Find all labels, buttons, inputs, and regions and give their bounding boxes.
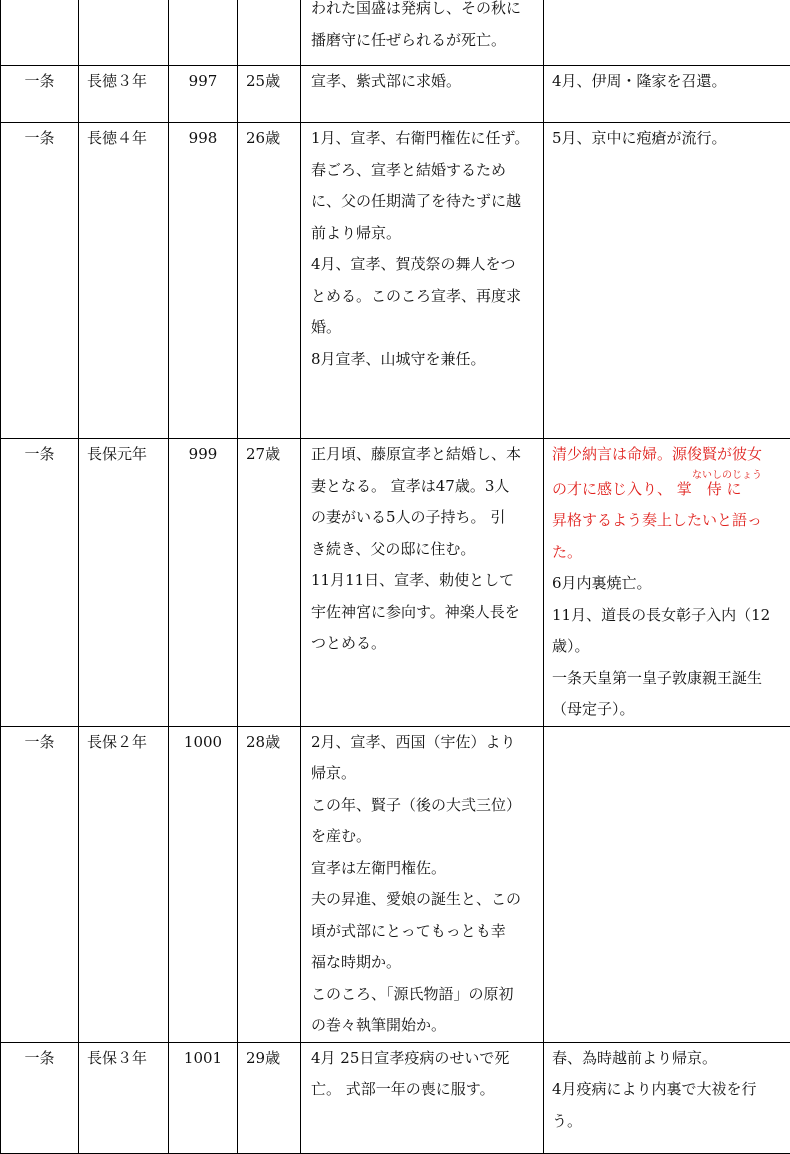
event-line: 妻となる。 宣孝は47歳。3人 — [311, 471, 537, 503]
world-event-line: 6月内裏焼亡。 — [552, 568, 790, 600]
events-cell — [301, 439, 544, 727]
era-cell: 長徳４年 — [79, 123, 169, 439]
highlighted-note-line: た。 — [552, 537, 790, 569]
event-line: を産む。 — [311, 821, 537, 853]
world-events-cell — [544, 0, 790, 66]
table-row — [1, 439, 790, 727]
events-cell — [301, 726, 544, 1042]
world-event-line: う。 — [552, 1106, 790, 1138]
era-cell: 長保３年 — [79, 1042, 169, 1153]
year-cell: 1001 — [169, 1042, 238, 1153]
age-cell: 28歳 — [238, 726, 301, 1042]
event-line: 4月、宣孝、賀茂祭の舞人をつ — [311, 249, 537, 281]
age-cell — [238, 0, 301, 66]
events-cell — [301, 66, 544, 123]
event-line: 8月宣孝、山城守を兼任。 — [311, 344, 537, 376]
highlighted-note-line: 昇格するよう奏上したいと語っ — [552, 505, 790, 537]
event-line: 宣孝は左衛門権佐。 — [311, 853, 537, 885]
event-line: この年、賢子（後の大弐三位） — [311, 790, 537, 822]
age-cell: 25歳 — [238, 66, 301, 123]
emperor-cell: 一条 — [1, 1042, 79, 1153]
event-line: 夫の昇進、愛娘の誕生と、この — [311, 884, 537, 916]
emperor-cell: 一条 — [1, 726, 79, 1042]
ruby-reading: ないしのじょう — [552, 467, 790, 484]
emperor-cell: 一条 — [1, 66, 79, 123]
event-line: き続き、父の邸に住む。 — [311, 534, 537, 566]
era-cell: 長保２年 — [79, 726, 169, 1042]
era-cell — [79, 0, 169, 66]
year-cell — [169, 0, 238, 66]
event-line: つとめる。 — [311, 628, 537, 660]
event-line: とめる。このころ宣孝、再度求 — [311, 281, 537, 313]
emperor-cell: 一条 — [1, 123, 79, 439]
event-line: 2月、宣孝、西国（宇佐）より — [311, 727, 537, 759]
age-cell: 27歳 — [238, 439, 301, 727]
event-line: 婚。 — [311, 312, 537, 344]
event-line: 帰京。 — [311, 758, 537, 790]
event-line: の妻がいる5人の子持ち。 引 — [311, 502, 537, 534]
event-line: に、父の任期満了を待たずに越 — [311, 186, 537, 218]
year-cell: 998 — [169, 123, 238, 439]
highlighted-note-line: の才に感じ入り、 掌 侍 に — [552, 474, 790, 506]
era-cell: 長徳３年 — [79, 66, 169, 123]
event-line: われた国盛は発病し、その秋に — [311, 0, 537, 25]
world-event-line: 5月、京中に疱瘡が流行。 — [552, 123, 790, 155]
table-row — [1, 0, 790, 66]
event-line: 4月 25日宣孝疫病のせいで死 — [311, 1043, 537, 1075]
table-row — [1, 1042, 790, 1153]
event-line: 頃が式部にとってもっとも幸 — [311, 916, 537, 948]
era-cell: 長保元年 — [79, 439, 169, 727]
world-events-cell — [544, 439, 790, 727]
event-line: 宇佐神宮に参向す。神楽人長を — [311, 597, 537, 629]
emperor-cell — [1, 0, 79, 66]
age-cell: 26歳 — [238, 123, 301, 439]
events-cell — [301, 1042, 544, 1153]
world-event-line: 4月疫病により内裏で大祓を行 — [552, 1074, 790, 1106]
event-line: 播磨守に任ぜられるが死亡。 — [311, 25, 537, 57]
event-line: このころ、「源氏物語」の原初 — [311, 979, 537, 1011]
world-event-line: 歳）。 — [552, 631, 790, 663]
event-line: 春ごろ、宣孝と結婚するため — [311, 155, 537, 187]
world-events-cell — [544, 726, 790, 1042]
table-row — [1, 123, 790, 439]
world-event-line: （母定子）。 — [552, 694, 790, 726]
event-line: 宣孝、紫式部に求婚。 — [311, 66, 537, 98]
event-line: の巻々執筆開始か。 — [311, 1010, 537, 1042]
table-row — [1, 66, 790, 123]
age-cell: 29歳 — [238, 1042, 301, 1153]
events-cell — [301, 0, 544, 66]
world-events-cell — [544, 66, 790, 123]
world-event-line: 11月、道長の長女彰子入内（12 — [552, 600, 790, 632]
world-events-cell — [544, 1042, 790, 1153]
world-event-line: 春、為時越前より帰京。 — [552, 1043, 790, 1075]
world-event-line: 一条天皇第一皇子敦康親王誕生 — [552, 663, 790, 695]
world-events-cell — [544, 123, 790, 439]
world-event-line: 4月、伊周・隆家を召還。 — [552, 66, 790, 98]
year-cell: 997 — [169, 66, 238, 123]
events-cell — [301, 123, 544, 439]
table-row — [1, 726, 790, 1042]
event-line: 正月頃、藤原宣孝と結婚し、本 — [311, 439, 537, 471]
year-cell: 999 — [169, 439, 238, 727]
highlighted-note-line: 清少納言は命婦。源俊賢が彼女 — [552, 439, 790, 471]
year-cell: 1000 — [169, 726, 238, 1042]
event-line: 前より帰京。 — [311, 218, 537, 250]
event-line: 1月、宣孝、右衛門権佐に任ず。 — [311, 123, 537, 155]
event-line: 福な時期か。 — [311, 947, 537, 979]
event-line: 亡。 式部一年の喪に服す。 — [311, 1074, 537, 1106]
event-line: 11月11日、宣孝、勅使として — [311, 565, 537, 597]
emperor-cell: 一条 — [1, 439, 79, 727]
